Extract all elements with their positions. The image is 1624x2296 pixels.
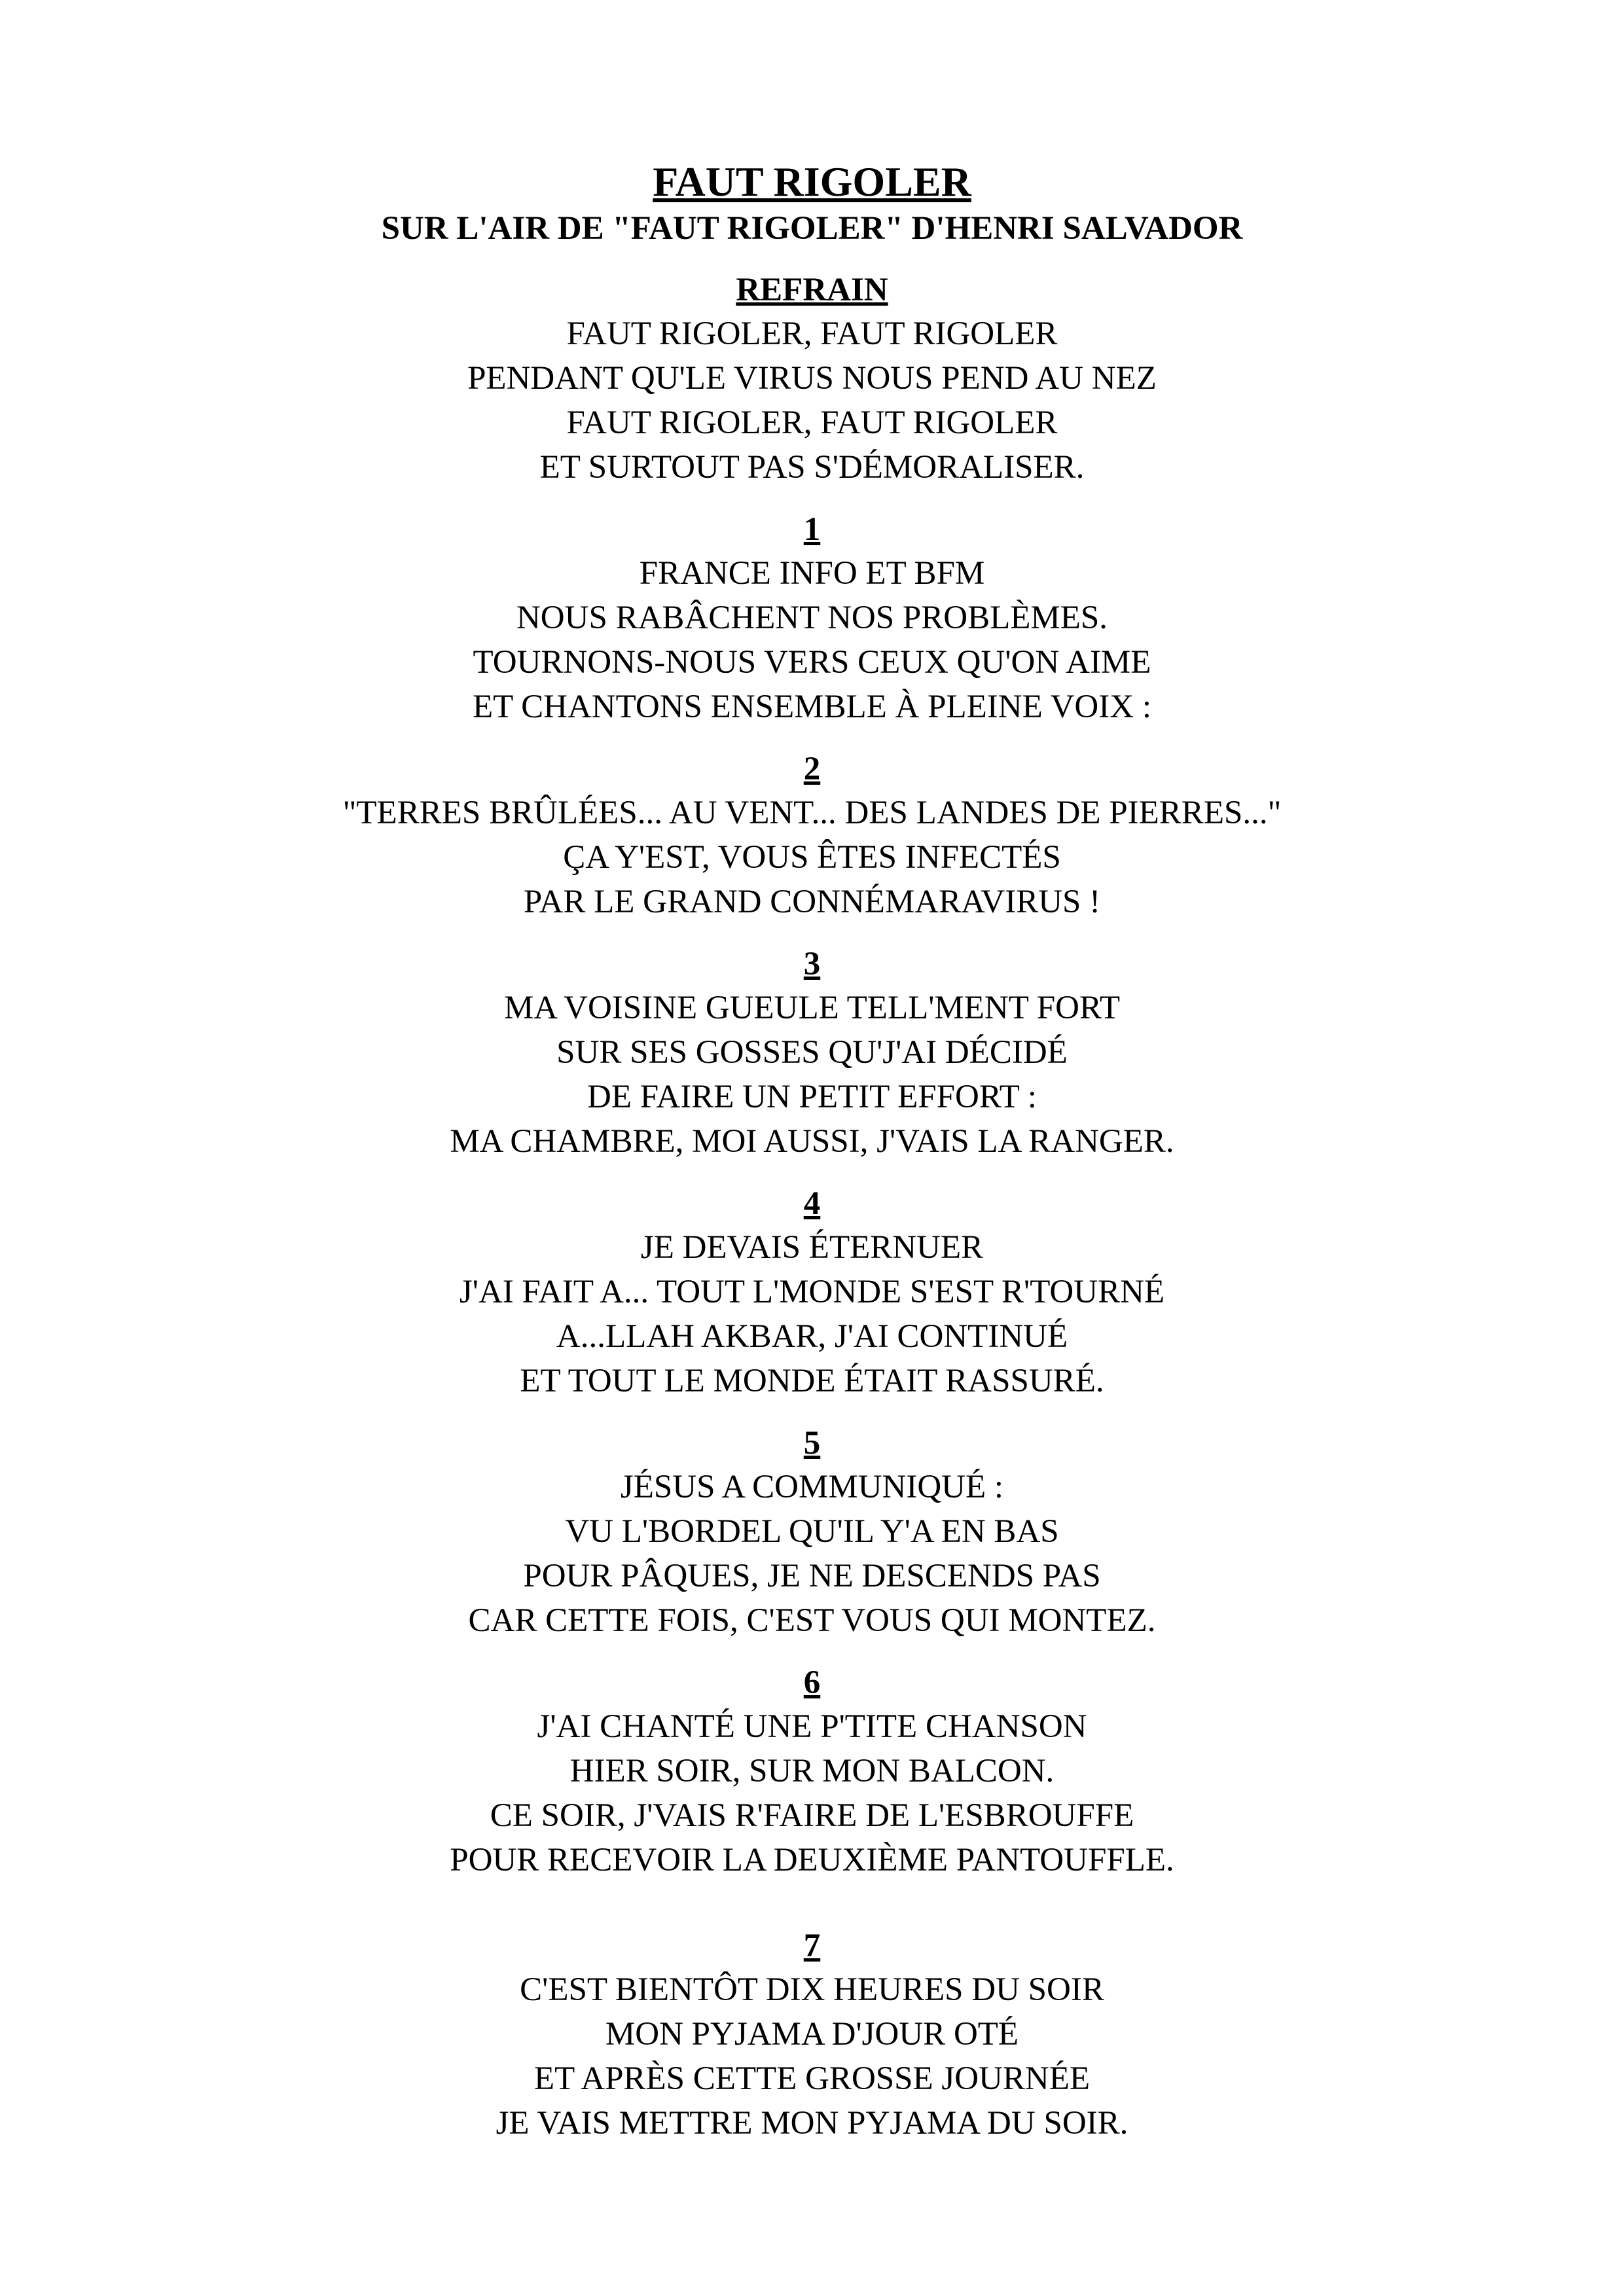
stanza-heading: 4	[803, 1185, 821, 1222]
stanza-3	[0, 942, 1624, 1164]
lyric-line: DE FAIRE UN PETIT EFFORT :	[587, 1079, 1037, 1115]
stanza-heading: 7	[803, 1928, 821, 1964]
lyric-line: ET SURTOUT PAS S'DÉMORALISER.	[539, 449, 1085, 486]
stanza-5	[0, 1422, 1624, 1643]
lyric-line: FAUT RIGOLER, FAUT RIGOLER	[566, 404, 1058, 441]
lyric-line: VU L'BORDEL QU'IL Y'A EN BAS	[565, 1513, 1059, 1550]
lyric-line: NOUS RABÂCHENT NOS PROBLÈMES.	[516, 600, 1108, 636]
lyric-line: J'AI FAIT A... TOUT L'MONDE S'EST R'TOURNÉ	[459, 1274, 1165, 1310]
lyric-line: C'EST BIENTÔT DIX HEURES DU SOIR	[520, 1971, 1104, 2008]
lyric-line: PAR LE GRAND CONNÉMARAVIRUS !	[523, 884, 1101, 920]
lyric-line: MON PYJAMA D'JOUR OTÉ	[605, 2016, 1019, 2053]
stanza-heading: REFRAIN	[736, 272, 888, 308]
lyric-line: ET TOUT LE MONDE ÉTAIT RASSURÉ.	[520, 1363, 1104, 1399]
lyric-line: FAUT RIGOLER, FAUT RIGOLER	[566, 315, 1058, 352]
stanza-4	[0, 1182, 1624, 1403]
lyric-line: A...LLAH AKBAR, J'AI CONTINUÉ	[556, 1318, 1068, 1355]
stanza-2	[0, 747, 1624, 924]
lyric-line: JÉSUS A COMMUNIQUÉ :	[620, 1469, 1004, 1505]
stanza-heading: 1	[803, 511, 821, 548]
lyric-line: "TERRES BRÛLÉES... AU VENT... DES LANDES DE PIERRES..."	[342, 795, 1282, 831]
lyric-line: JE DEVAIS ÉTERNUER	[640, 1229, 984, 1266]
lyric-line: ET APRÈS CETTE GROSSE JOURNÉE	[533, 2060, 1091, 2097]
lyric-line: J'AI CHANTÉ UNE P'TITE CHANSON	[537, 1708, 1087, 1745]
lyric-line: ET CHANTONS ENSEMBLE À PLEINE VOIX :	[472, 689, 1151, 725]
lyric-line: MA CHAMBRE, MOI AUSSI, J'VAIS LA RANGER.	[450, 1123, 1174, 1160]
lyric-line: MA VOISINE GUEULE TELL'MENT FORT	[503, 990, 1121, 1026]
lyric-line: TOURNONS-NOUS VERS CEUX QU'ON AIME	[473, 644, 1151, 681]
lyric-line: ÇA Y'EST, VOUS ÊTES INFECTÉS	[563, 839, 1061, 876]
lyric-line: JE VAIS METTRE MON PYJAMA DU SOIR.	[496, 2105, 1128, 2142]
lyric-line: CAR CETTE FOIS, C'EST VOUS QUI MONTEZ.	[468, 1602, 1156, 1639]
stanza-heading: 5	[803, 1425, 821, 1462]
stanza-heading: 2	[803, 751, 821, 787]
stanza-6	[0, 1661, 1624, 1882]
song-subtitle: SUR L'AIR DE "FAUT RIGOLER" D'HENRI SALVADOR	[381, 210, 1243, 247]
stanza-heading: 6	[803, 1664, 821, 1701]
stanza-7	[0, 1924, 1624, 2145]
stanza-1	[0, 508, 1624, 729]
stanza-heading: 3	[803, 946, 821, 982]
lyric-line: POUR PÂQUES, JE NE DESCENDS PAS	[523, 1558, 1101, 1594]
lyric-line: POUR RECEVOIR LA DEUXIÈME PANTOUFFLE.	[450, 1842, 1174, 1878]
stanza-refrain	[0, 268, 1624, 490]
lyric-line: PENDANT QU'LE VIRUS NOUS PEND AU NEZ	[467, 360, 1157, 397]
lyric-line: HIER SOIR, SUR MON BALCON.	[569, 1753, 1055, 1789]
song-title: FAUT RIGOLER	[653, 158, 971, 205]
lyric-line: SUR SES GOSSES QU'J'AI DÉCIDÉ	[556, 1034, 1068, 1071]
lyric-line: CE SOIR, J'VAIS R'FAIRE DE L'ESBROUFFE	[490, 1797, 1134, 1834]
lyric-line: FRANCE INFO ET BFM	[639, 555, 985, 592]
